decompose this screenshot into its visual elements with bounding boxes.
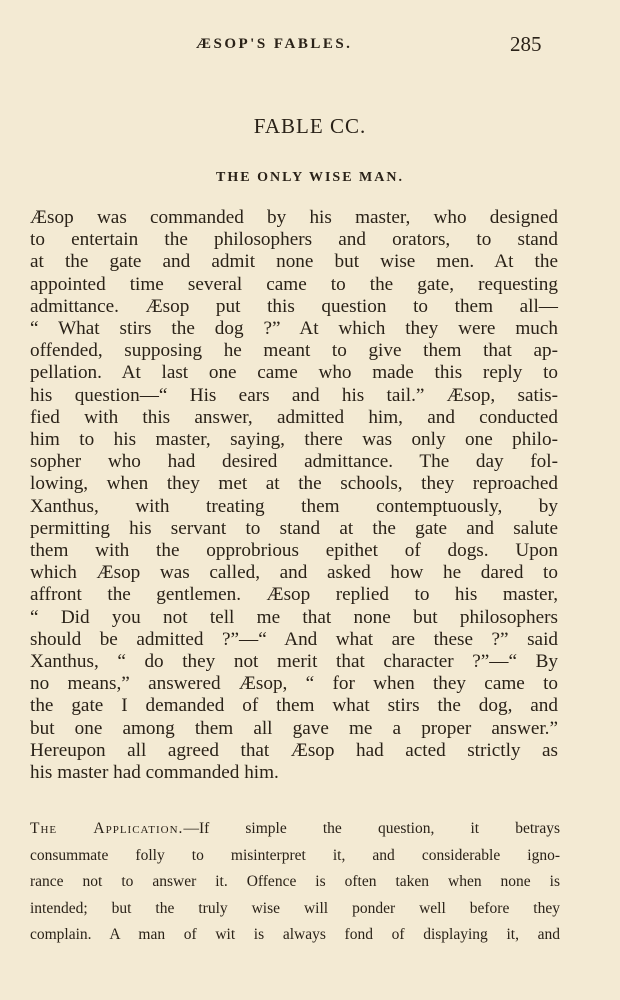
body-line: Hereupon all agreed that Æsop had acted strictly as <box>30 739 558 761</box>
body-line: lowing, when they met at the schools, they reproached <box>30 473 558 495</box>
body-line: his question—“ His ears and his tail.” Æsop, satis- <box>30 384 558 406</box>
application-label: The Application. <box>30 820 184 837</box>
fable-number: FABLE CC. <box>253 114 367 138</box>
body-line: affront the gentlemen. Æsop replied to his master, <box>30 584 558 606</box>
running-title: ÆSOP'S FABLES. <box>196 36 353 52</box>
body-line: Æsop was commanded by his master, who designed <box>30 207 558 228</box>
application-line: rance not to answer it. Offence is often taken when none is <box>30 873 560 891</box>
running-head <box>0 34 620 58</box>
fable-title: THE ONLY WISE MAN. <box>216 170 404 185</box>
body-line: which Æsop was called, and asked how he dared to <box>30 562 558 584</box>
body-line: pellation. At last one came who made this reply to <box>30 362 558 384</box>
page-number: 285 <box>510 32 542 56</box>
body-line: should be admitted ?”—“ And what are these ?” said <box>30 628 558 650</box>
application-first-line <box>30 816 560 843</box>
application-line: intended; but the truly wise will ponder well before they <box>30 899 560 917</box>
application-line: consummate folly to misinterpret it, and considerable igno- <box>30 846 560 864</box>
body-line: permitting his servant to stand at the gate and salute <box>30 517 558 539</box>
body-line: his master had commanded him. <box>30 762 279 784</box>
body-line: sopher who had desired admittance. The day fol- <box>30 451 558 473</box>
body-line: to entertain the philosophers and orators, to stand <box>30 229 558 251</box>
body-line: “ Did you not tell me that none but philosophers <box>30 606 558 628</box>
body-line: offended, supposing he meant to give them that ap- <box>30 340 558 362</box>
body-line: Xanthus, with treating them contemptuously, by <box>30 495 558 517</box>
application-line: complain. A man of wit is always fond of displaying it, and <box>30 926 560 944</box>
application-paragraph <box>30 816 560 949</box>
body-line: Xanthus, “ do they not merit that character ?”—“ By <box>30 651 558 673</box>
body-line: appointed time several came to the gate, requesting <box>30 273 558 295</box>
fable-body <box>30 207 558 784</box>
body-line: the gate I demanded of them what stirs the dog, and <box>30 695 558 717</box>
body-line: “ What stirs the dog ?” At which they were much <box>30 318 558 340</box>
body-line: him to his master, saying, there was only one philo- <box>30 429 558 451</box>
body-line: admittance. Æsop put this question to them all— <box>30 295 558 317</box>
application-first-line-text: —If simple the question, it betrays <box>183 820 560 837</box>
body-line: but one among them all gave me a proper answer.” <box>30 717 558 739</box>
body-line: fied with this answer, admitted him, and conducted <box>30 406 558 428</box>
body-line: at the gate and admit none but wise men. At the <box>30 251 558 273</box>
body-line: them with the opprobrious epithet of dogs. Upon <box>30 540 558 562</box>
body-line: no means,” answered Æsop, “ for when they came to <box>30 673 558 695</box>
